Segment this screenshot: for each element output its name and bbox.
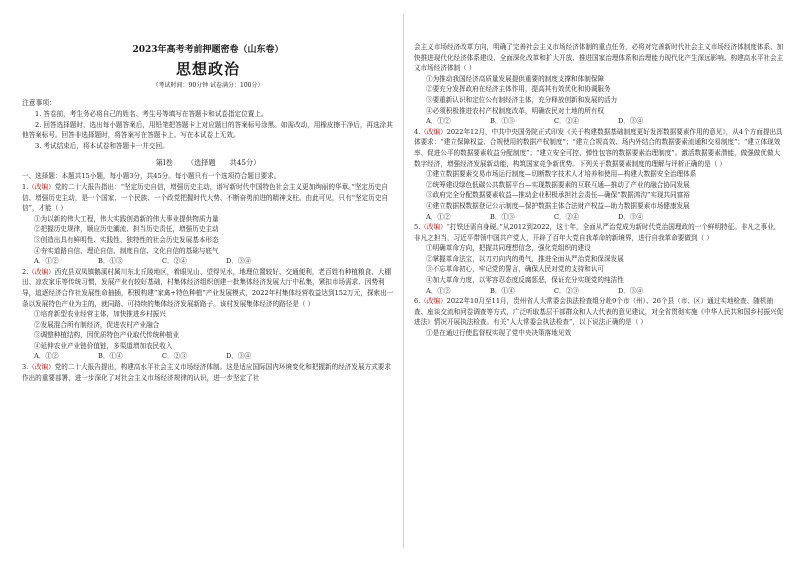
answer-b[interactable]: B．①③ xyxy=(98,257,123,266)
answer-choices xyxy=(22,256,394,267)
option: ②掌握革命法宝，以刀刃向内的勇气，推进全面从严治党和保深发展 xyxy=(426,254,624,263)
answer-c[interactable]: C．②④ xyxy=(554,212,579,221)
section-type: （选择题 xyxy=(186,158,216,168)
answer-c[interactable]: C．②④ xyxy=(554,117,579,126)
adapted-tag: （改编） xyxy=(28,363,55,372)
option: ①是在通过行使监督权实现了党中央决策落地见效 xyxy=(426,329,572,338)
adapted-tag: （改编） xyxy=(28,267,55,276)
answer-choices xyxy=(414,286,786,297)
option: ②发展混合所有制经济，促进农村产业融合 xyxy=(34,320,160,329)
option: ③要重新认识和定位公有制经济主体，充分释放创新和发展的活力 xyxy=(426,95,618,104)
answer-a[interactable]: A．①② xyxy=(426,212,451,221)
option: ③调整种植结构，因优质特色产业取代传统种植业 xyxy=(34,331,180,340)
option: ④建立数据权数据登记公示制度—保护数据主体合法财产权益—助力数据要素市场健康发展 xyxy=(426,201,690,210)
option: ③政府完全分配数据要素收益—推动企业积极承担社会责任—确保“数据鸿沟”实现共同富裕 xyxy=(426,191,690,200)
answer-d[interactable]: D．③④ xyxy=(618,212,644,221)
left-column xyxy=(22,0,394,562)
question-3-continued: 会主义市场经济改革方向，明确了完善社会主义市场经济体制的重点任务，必将对完善新时代社会主义市场经济体制度体系、加快推进现代化经济体系建设、全面深化改革和扩大开放、推进国家治理体系和治理能力现代化产生深远影响。构建高水平社会主义市场经济体制（ ） xyxy=(414,43,784,73)
option: ①为以新的伟大工程，伟大实践创造新的伟大事业提供物质力量 xyxy=(34,214,219,223)
option: ③不忘革命初心，牢记党的誓言，确保人民对党的支持和认可 xyxy=(426,265,605,274)
adapted-tag: （改编） xyxy=(28,182,55,191)
option: ④加大革命力度，以零容忍态度反腐惩恶，保证充分实现党的纯洁性 xyxy=(426,276,624,285)
section-title xyxy=(22,157,394,168)
option: ①建立数据要素交易市场运行制度—切断数字技术人才培养和使用—构建大数据安全治理体系 xyxy=(426,170,697,179)
question-3: 3.（改编）党的二十大报告提出，构建高水平社会主义市场经济体制。这是适应国际国内环境变化和把握新的经济发展方式要求作出的重要部署，进一步深化了对社会主义市场经济规律的认识，进一步坚定了社 xyxy=(22,363,391,382)
option: ④必须积极推进农村产权制度改革，明确农民对土地的所有权 xyxy=(426,106,605,115)
notice-item: 2. 回答选择题时，选出每小题答案后，用铅笔把答题卡上对应题目的答案标号涂黑。如需改动，用橡皮擦干净后，再选涂其他答案标号。回答非选择题时，将答案写在答题卡上。写在本试卷上无效。 xyxy=(22,120,393,140)
instruction: 一、选择题：本题共15小题，每小题3分，共45分。每小题只有一个选项符合题目要求。 xyxy=(22,172,281,181)
answer-choices xyxy=(414,116,786,127)
question-4: 4.（改编）2022年12月，中共中央国务院正式印发《关于构建数据基础制度更好发挥数据要素作用的意见》，从4个方面提出具体要求：“建立保障权益、合规使用的数据产权制度”；“建立合规高效、场内外结合的数据要素流通和交易制度”；“建立体现效率、促进公平的数据要素收益分配制度”；“建立安全可控、弹性包容的数据要素治理制度”。激活数据要素潜能，做强做优做大数字经济，增强经济发展新动能，构筑国家竞争新优势。下列关于数据要素制度的理解与评析正确的是（ ） xyxy=(414,127,783,168)
answer-d[interactable]: D．③④ xyxy=(618,117,644,126)
answer-c[interactable]: C．②③ xyxy=(162,352,187,361)
answer-d[interactable]: D．③④ xyxy=(226,257,252,266)
question-6: 6.（改编）2022年10月至11月，贵州省人大常委会执法检查组分赴9个市（州）、26个县（市、区）通过实地检查、随机抽查、座谈交流和问卷调查等方式，广泛听取基层干部群众和人大代表的意见建议，对全省贯彻实施《中华人民共和国乡村振兴促进法》情况开展执法检查。有关“人大常委会执法检查”，以下说法正确的是（ ） xyxy=(414,297,784,327)
answer-choices xyxy=(22,351,394,362)
option: ②要充分发挥政府在经济主体作用，提高其有效优化和协调服务 xyxy=(426,85,611,94)
adapted-tag: （改编） xyxy=(420,127,447,136)
option: ①明确革命方向，把握共同理想信念，强化党组织的建设 xyxy=(426,244,591,253)
answer-b[interactable]: B．①④ xyxy=(98,352,123,361)
exam-meta: （考试时间：90分钟 试卷满分：100分） xyxy=(152,82,264,89)
exam-title: 2023年高考考前押题密卷（山东卷） xyxy=(132,45,284,55)
option: ②统筹建设绿色低碳公共数据平台—实现数据要素的互联互通—推动了产业的融合协同发展 xyxy=(426,180,690,189)
answer-a[interactable]: A．①② xyxy=(34,257,59,266)
answer-c[interactable]: C．②④ xyxy=(162,257,187,266)
answer-c[interactable]: C．②③ xyxy=(554,286,579,295)
column-divider xyxy=(403,14,404,548)
notice-item: 3. 考试结束后，将本试卷和答题卡一并交回。 xyxy=(35,141,169,150)
answer-b[interactable]: B．①③ xyxy=(490,117,515,126)
answer-d[interactable]: D．③④ xyxy=(618,286,644,295)
adapted-tag: （改编） xyxy=(420,223,447,232)
notice-heading: 注意事项： xyxy=(22,99,56,107)
option: ①为推动我国经济高质量发展提供重要的制度支撑和体制保障 xyxy=(426,74,605,83)
answer-a[interactable]: A．①② xyxy=(426,117,451,126)
option: ①培育新型农业经营主体，加快推进乡村振兴 xyxy=(34,310,166,319)
answer-choices xyxy=(414,212,786,223)
right-column xyxy=(414,0,786,562)
option: ④延伸农业产业链价值链，多渠道增加农民收入 xyxy=(34,341,173,350)
option: ②把握历史规律，顺应历史潮流、担当历史责任，增强历史主动 xyxy=(34,225,219,234)
adapted-tag: （改编） xyxy=(420,297,447,306)
answer-a[interactable]: A．①② xyxy=(426,286,451,295)
section-points: 共45分） xyxy=(229,158,261,168)
option: ④夯实道路自信、理论自信、制度自信、文化自信的基础与底气 xyxy=(34,246,219,255)
answer-a[interactable]: A．①② xyxy=(34,352,59,361)
option: ③创造出具有鲜明性、实践性、独特性的社会历史发展基本形态 xyxy=(34,235,219,244)
answer-b[interactable]: B．①③ xyxy=(490,212,515,221)
answer-d[interactable]: D．③④ xyxy=(226,352,252,361)
question-2: 2.（改编）西充县双凤镇鹅溪村属川东北丘陵地区，着眼见山、望得见水，地理位置较好、交通便利，老百姓有种植粮食、大棚田、凉农家乐等传统习惯，发展产业有较好基础，村集体经济组织创建一批集体经济发展大厅中私集，紧扣市场需求、因势利导，追逐经济合作社发展性命抽插，积极构建“家禽+特色种植”产业发展模式，2022年村集体经营收益达到152万元，探索出一条以发展特色产业为主的，就同路、可持续的集体经济发展新路子。该村发展集体经济的路径是（ ） xyxy=(22,267,394,308)
notice-item: 1. 答卷前，考生务必将自己的姓名、考生号等填写在答题卡和试卷指定位置上。 xyxy=(35,110,268,118)
section-label: 第Ⅰ卷 xyxy=(155,158,173,168)
question-5: 5.（改编）“打铁还需自身硬。”从2012到2022，这十年，全面从严治党成为新时代党治国理政的一个鲜明特征。非凡之事业，非凡之担当，习近平带领中国共产党人，开辟了百年大党自我革命的新境界，进行自我革命要做到（ ） xyxy=(414,223,781,242)
answer-b[interactable]: B．①④ xyxy=(490,286,515,295)
question-1: 1.（改编）党的二十大报告指出：“坚定历史自信，增强历史主动，谱写新时代中国特色社会主义更加绚丽的华章。”坚定历史自信、增强历史主动，是一个国家、一个民族、一个政党把握时代大势、不断奋勇前进的精神支柱。由此可见，只有“坚定历史自信”，才能（ ） xyxy=(22,182,389,213)
subject-title: 思想政治 xyxy=(175,60,240,78)
